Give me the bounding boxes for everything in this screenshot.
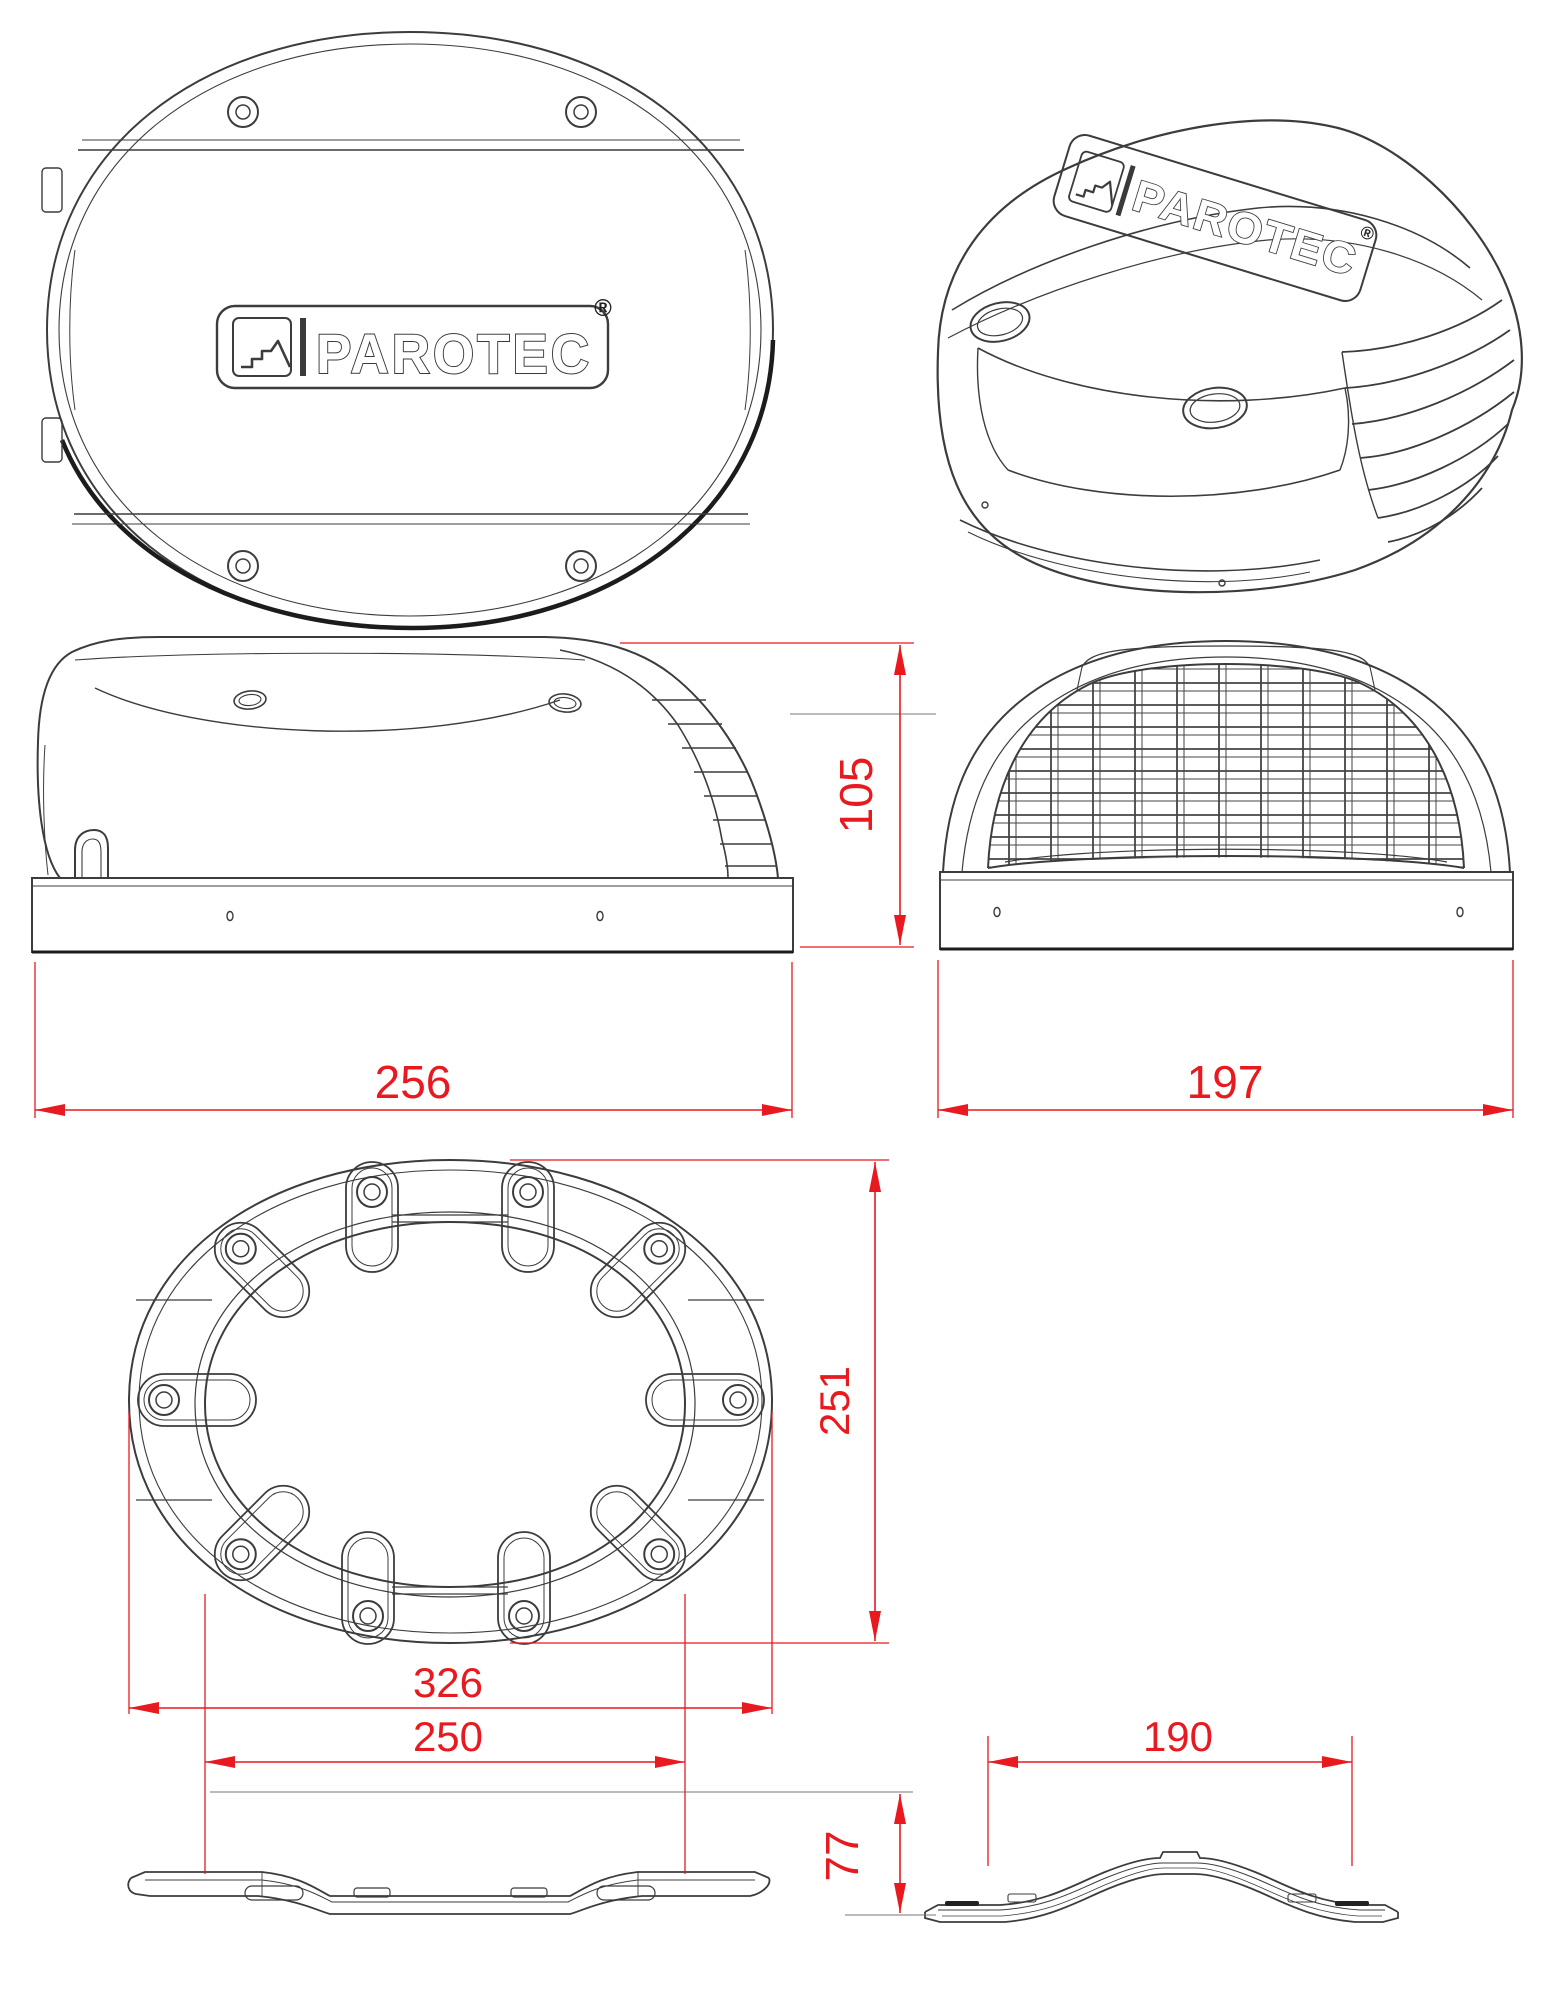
screw-hole xyxy=(228,551,258,581)
dim-value: 251 xyxy=(811,1365,858,1437)
dim-value: 256 xyxy=(374,1056,452,1108)
base-plate xyxy=(32,878,793,952)
view-side-elevation xyxy=(32,637,793,952)
oval-hole xyxy=(966,296,1033,347)
frame-outer-edge xyxy=(129,1160,772,1643)
gasket-strip xyxy=(945,1901,979,1906)
grille-mesh xyxy=(960,640,1500,880)
dim-value: 326 xyxy=(412,1659,484,1706)
brand-logo-iso-view xyxy=(1050,131,1381,305)
cable-hook xyxy=(75,830,108,878)
logo-divider xyxy=(300,318,306,376)
screw-boss-corner-tr xyxy=(580,1212,696,1328)
registered-trademark: ® xyxy=(594,295,612,322)
base-seam xyxy=(960,520,1320,571)
parotec-steps-icon xyxy=(1076,173,1119,205)
screw-hole xyxy=(566,97,596,127)
cover-outline xyxy=(38,637,778,878)
oval-hole xyxy=(1181,384,1250,433)
base-hole xyxy=(1457,908,1463,917)
view-mounting-frame xyxy=(129,1160,772,1644)
gasket-strip xyxy=(1335,1901,1369,1906)
frame-opening-edge xyxy=(205,1222,685,1587)
dim-profile-height xyxy=(816,1794,906,1913)
base-hole xyxy=(994,908,1000,917)
view-top-cover xyxy=(42,32,773,628)
parotec-steps-icon xyxy=(241,341,290,367)
grille-inner-edge xyxy=(560,650,728,878)
dim-opening-width xyxy=(988,1713,1352,1866)
brand-logo-top-view xyxy=(217,295,612,388)
base-plate xyxy=(940,872,1513,949)
louver-grille xyxy=(1342,300,1514,542)
screw-boss-right xyxy=(646,1374,764,1426)
face-seam xyxy=(95,688,560,731)
dim-cover-height xyxy=(620,643,914,947)
pin-hole xyxy=(1219,580,1225,586)
screw-boss-corner-tl xyxy=(204,1212,320,1328)
view-frame-profile-flat xyxy=(128,1872,769,1914)
dim-value: 250 xyxy=(412,1713,484,1760)
dim-value: 105 xyxy=(830,756,882,834)
left-edge-tab xyxy=(42,418,62,462)
pin-hole xyxy=(982,502,988,508)
dim-opening-length xyxy=(205,1594,685,1874)
reference-lines xyxy=(210,714,936,1915)
view-front-elevation xyxy=(940,640,1513,949)
view-frame-profile-arched xyxy=(925,1852,1398,1922)
grille-slats xyxy=(652,700,776,866)
dim-value: 77 xyxy=(816,1830,868,1882)
view-isometric xyxy=(938,120,1522,592)
dim-cover-length xyxy=(35,962,792,1118)
base-hole xyxy=(597,912,603,921)
logo-text: PAROTEC xyxy=(316,322,592,385)
dim-cover-width xyxy=(938,960,1513,1118)
screw-hole xyxy=(566,551,596,581)
oval-hole xyxy=(233,689,267,710)
base-hole xyxy=(227,912,233,921)
dim-value: 190 xyxy=(1142,1713,1214,1760)
dim-value: 197 xyxy=(1186,1056,1264,1108)
registered-trademark: ® xyxy=(1357,221,1377,245)
logo-text: PAROTEC xyxy=(1127,171,1358,285)
screw-hole xyxy=(228,97,258,127)
left-edge-tab xyxy=(42,168,62,212)
